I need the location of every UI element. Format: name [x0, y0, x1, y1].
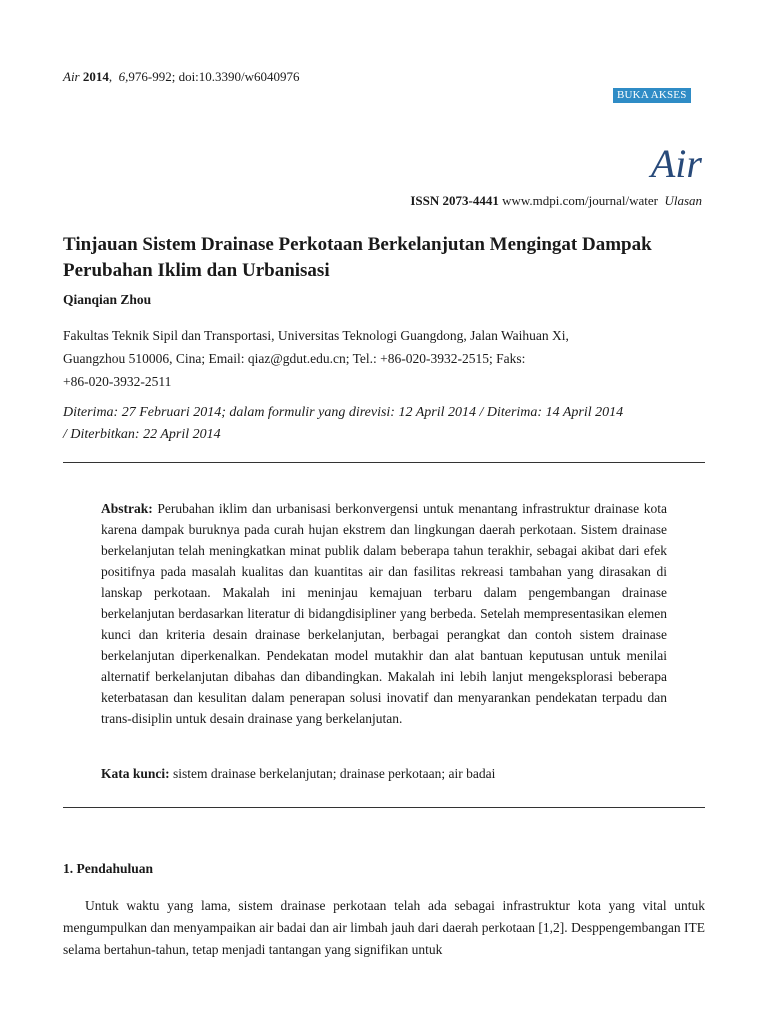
divider-bottom [63, 807, 705, 808]
author-name: Qianqian Zhou [63, 292, 152, 307]
journal-short-name: Air [63, 69, 80, 84]
citation-year: 2014 [82, 69, 109, 84]
dates-line: / Diterbitkan: 22 April 2014 [63, 427, 221, 442]
affiliation-line: Guangzhou 510006, Cina; Email: qiaz@gdut.edu.cn; Tel.: +86-020-3932-2515; Faks: [63, 351, 526, 366]
keywords-text: sistem drainase berkelanjutan; drainase perkotaan; air badai [173, 766, 496, 781]
issn-number: ISSN 2073-4441 [410, 193, 499, 208]
affiliation-line: +86-020-3932-2511 [63, 374, 172, 389]
body-paragraph: Untuk waktu yang lama, sistem drainase perkotaan telah ada sebagai infrastruktur kota yang vital untuk mengumpulkan dan menyampaikan air badai dan air limbah jauh dari daerah perkotaan [1,2]. Desppengembangan ITE selama bertahun-tahun, tetap menjadi tantangan yang signifikan untuk [63, 898, 705, 957]
abstract-text: Perubahan iklim dan urbanisasi berkonvergensi untuk menantang infrastruktur drainase kota karena dampak buruknya pada curah hujan ekstrem dan lingkungan daerah perkotaan. Sistem drainase berkelanjutan telah meningkatkan minat publik dalam beberapa tahun terakhir, sebagai akibat dari efek positifnya pada masalah kualitas dan kuantitas air dan fasilitas rekreasi tambahan yang dirasakan di lanskap perkotaan. Makalah ini meninjau kemajuan terbaru dalam pengembangan drainase berkelanjutan berdasarkan literatur di bidangdisipliner yang berbeda. Setelah mempresentasikan elemen kunci dan kriteria desain drainase berkelanjutan, berbagai perangkat dan contoh sistem drainase berkelanjutan diperkenalkan. Pendekatan model mutakhir dan alat bantuan keputusan untuk menilai alternatif berkelanjutan dibahas dan dibandingkan. Makalah ini lebih lanjut mengeksplorasi beberapa keterbatasan dan kesulitan dalam penerapan solusi inovatif dan menyarankan pendekatan terpadu dan trans-disiplin untuk desain drainase yang berkelanjutan. [101, 501, 667, 726]
keywords-line [101, 766, 495, 782]
issn-line [410, 193, 702, 209]
article-type: Ulasan [664, 193, 702, 208]
publication-dates [63, 402, 703, 446]
author-affiliation [63, 324, 703, 393]
citation-volume: 6, [118, 69, 129, 84]
divider-top [63, 462, 705, 463]
open-access-badge[interactable]: BUKA AKSES [613, 88, 691, 103]
affiliation-line: Fakultas Teknik Sipil dan Transportasi, Universitas Teknologi Guangdong, Jalan Waihuan Xi, [63, 328, 569, 343]
journal-url-link[interactable]: www.mdpi.com/journal/water [502, 193, 658, 208]
dates-line: Diterima: 27 Februari 2014; dalam formulir yang direvisi: 12 April 2014 / Diterima: 14 April 2014 [63, 405, 624, 420]
section-heading: 1. Pendahuluan [63, 861, 154, 876]
abstract-label: Abstrak: [101, 501, 153, 516]
citation-line: Air 2014, 6,976-992; doi:10.3390/w6040976 [63, 69, 300, 84]
abstract-block [101, 498, 667, 729]
journal-logo: Air [650, 141, 702, 186]
keywords-label: Kata kunci: [101, 766, 170, 781]
citation-pages-doi: 976-992; doi:10.3390/w6040976 [128, 69, 300, 84]
article-title: Tinjauan Sistem Drainase Perkotaan Berkelanjutan Mengingat Dampak Perubahan Iklim dan Urbanisasi [63, 234, 652, 281]
